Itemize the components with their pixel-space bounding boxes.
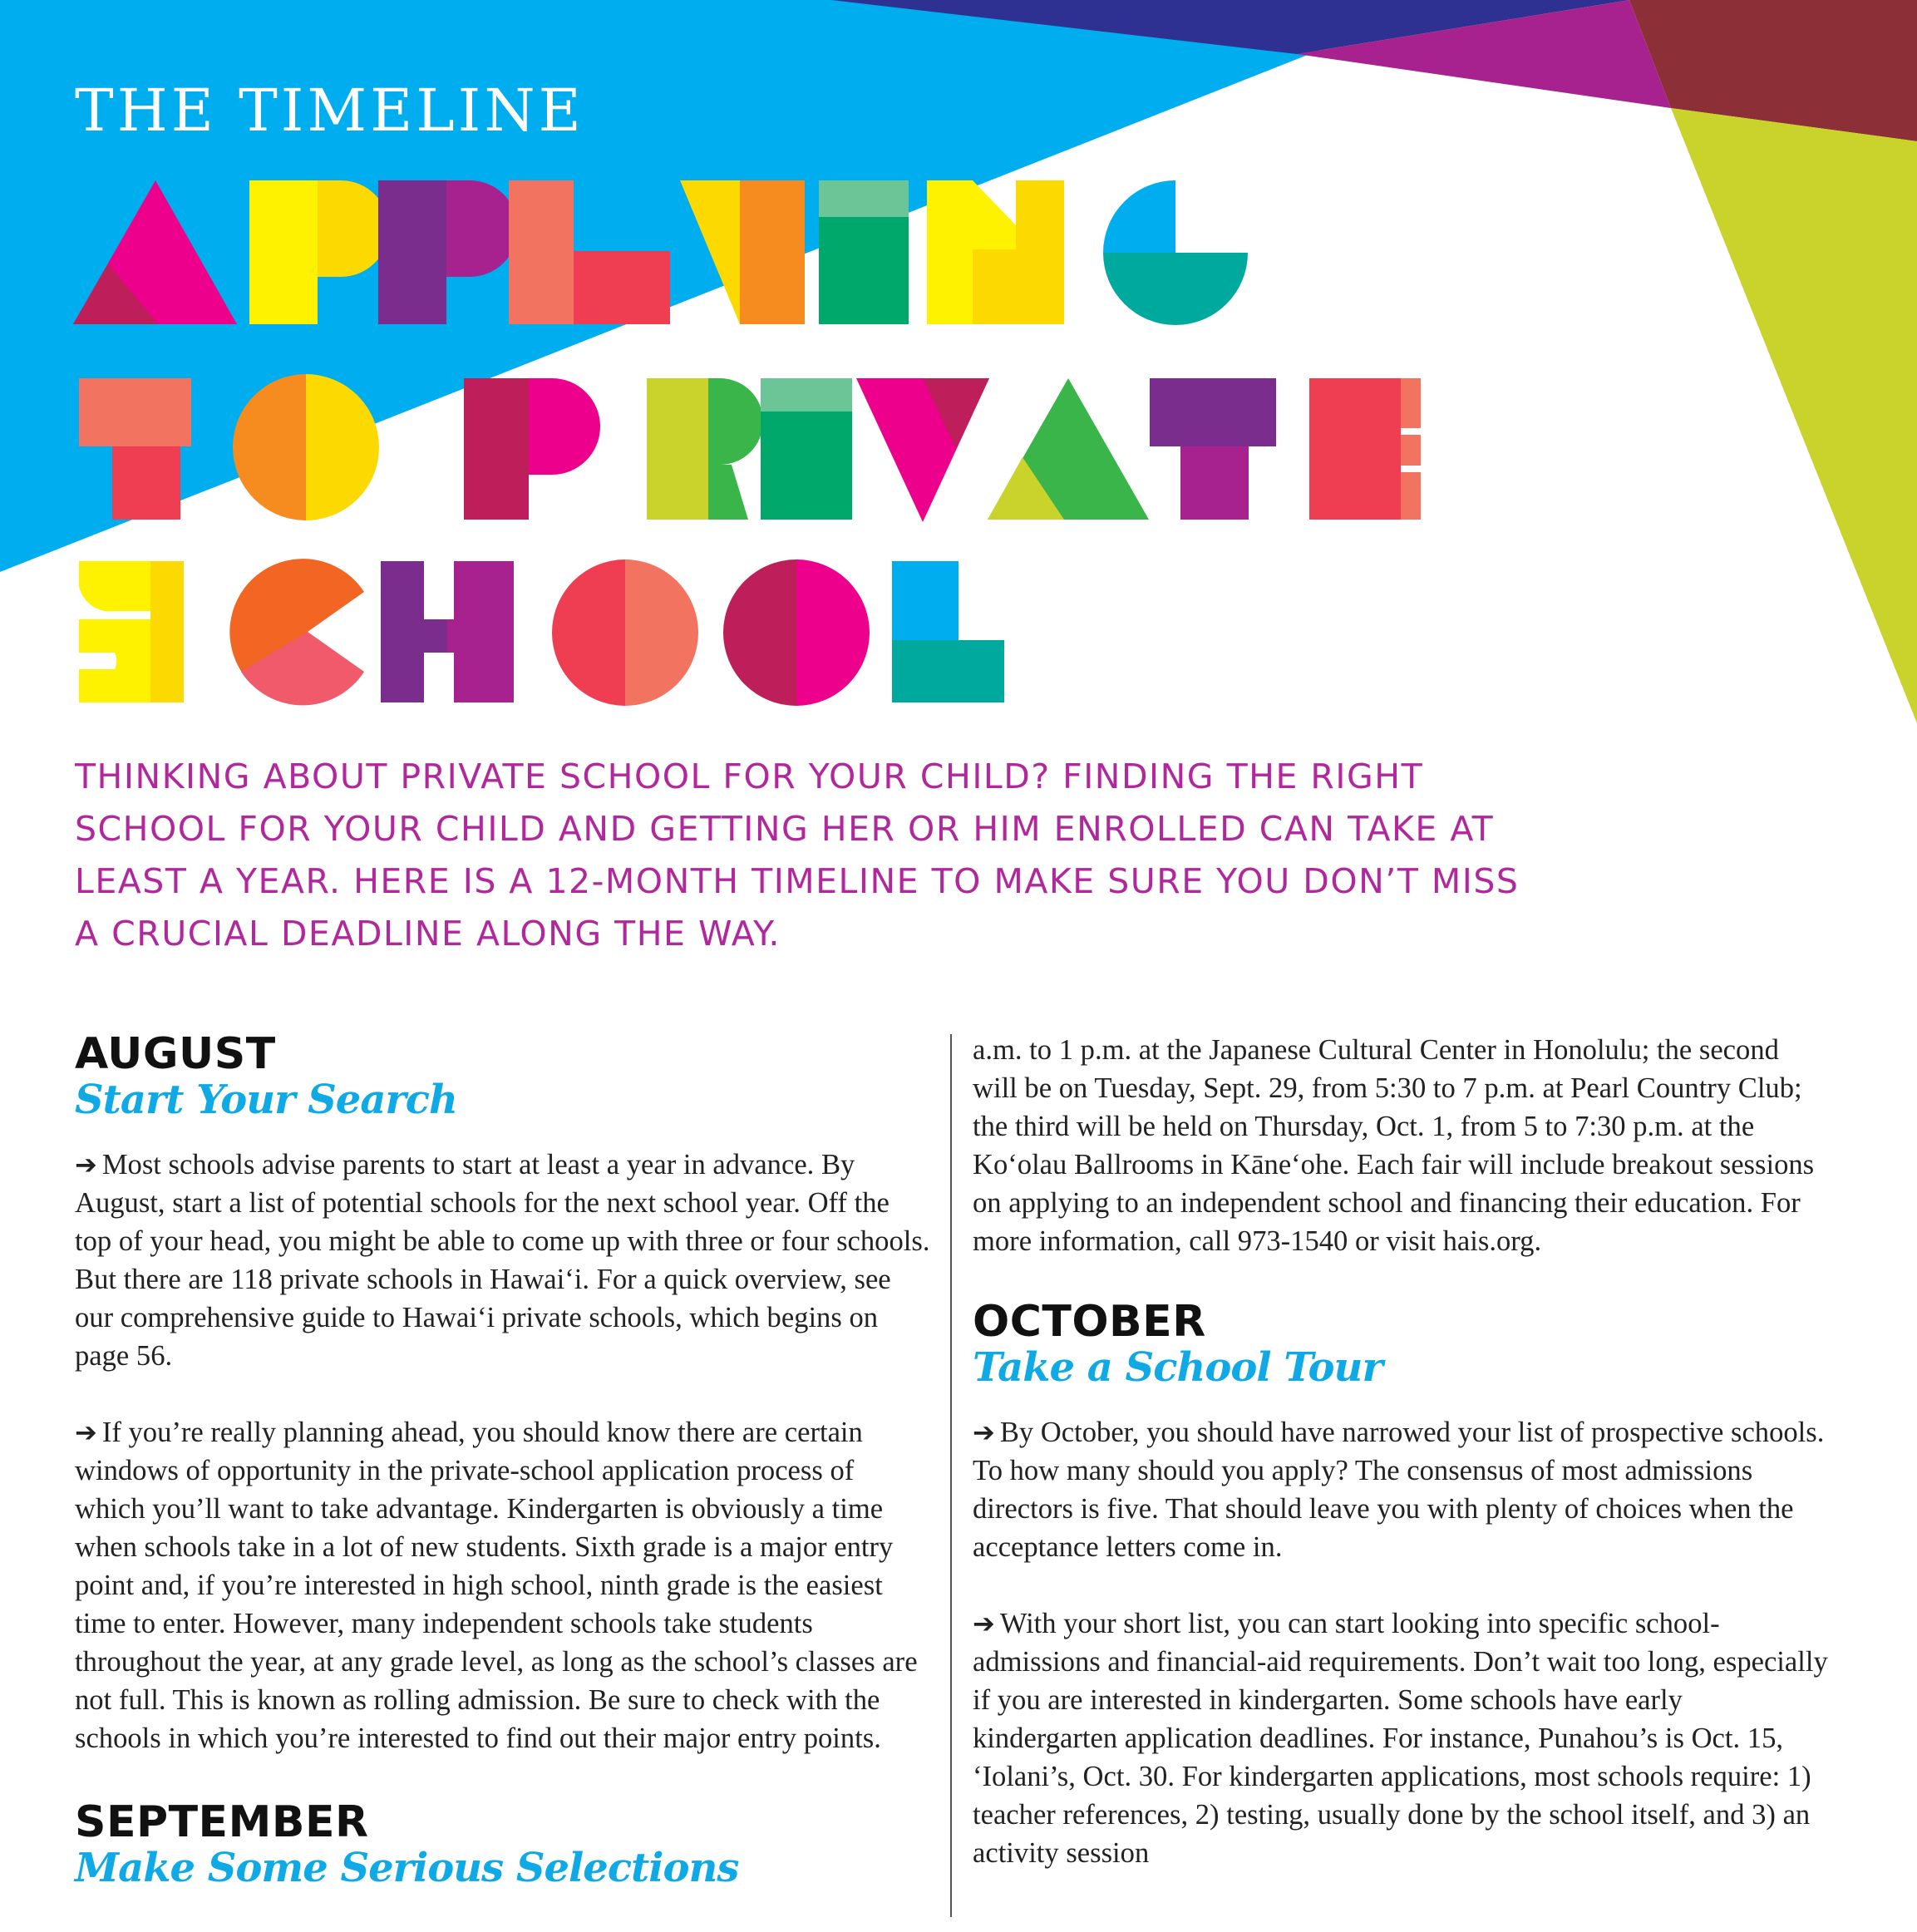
letter-r — [647, 378, 763, 520]
arrow-right-icon: ➔ — [973, 1416, 995, 1448]
right-column — [973, 1031, 1829, 1914]
letter-v — [856, 378, 989, 522]
continued-paragraph: a.m. to 1 p.m. at the Japanese Cultural Center in Honolulu; the second will be on Tuesday, Sept. 29, from 5:30 to 7 p.m. at Pearl Country Club; the third will be held on Thursday, Oct. 1, from 5 to 7:30 p.m. at the Ko‘olau Ballrooms in Kāne‘ohe. Each fair will include breakout sessions on applying to an independent school and financing their education. For more information, call 973-1540 or visit hais.org. — [973, 1034, 1815, 1257]
month-heading: OCTOBER — [973, 1297, 1206, 1347]
paragraph — [75, 1146, 931, 1375]
letter-a — [73, 180, 237, 324]
paragraph — [973, 1413, 1829, 1566]
letter-y — [680, 180, 805, 324]
month-heading: SEPTEMBER — [75, 1796, 369, 1847]
letter-o — [552, 559, 698, 706]
arrow-right-icon: ➔ — [973, 1607, 995, 1639]
left-column — [75, 1031, 931, 1932]
arrow-right-icon: ➔ — [75, 1416, 97, 1448]
paragraph-text: If you’re really planning ahead, you should know there are certain windows of opportunity in the private-school application process of which you’ll want to take advantage. Kindergarten is obviously a time when schools take in a lot of new students. Sixth grade is a major entry point and, if you’re interested in high school, ninth grade is the easiest time to enter. However, many independent schools take students throughout the year, at any grade level, as long as the school’s classes are not full. This is known as rolling admission. Be sure to check with the schools in which you’re interested to find out their major entry points. — [75, 1416, 918, 1754]
letter-p — [378, 180, 518, 324]
section-september — [75, 1796, 931, 1892]
letter-i — [761, 378, 852, 520]
paragraph-text: Most schools advise parents to start at least a year in advance. By August, start a list of potential schools for the next school year. Off the top of your head, you might be able to come up with three or four schools. But there are 118 private schools in Hawai‘i. For a quick overview, see our comprehensive guide to Hawai‘i private schools, which begins on page 56. — [75, 1148, 930, 1372]
month-heading: AUGUST — [75, 1029, 276, 1079]
letter-t — [79, 378, 191, 520]
letter-h — [381, 561, 514, 702]
letter-p — [249, 180, 389, 324]
section-subhead: Start Your Search — [75, 1077, 457, 1124]
letter-c — [229, 559, 364, 705]
letter-g — [1103, 180, 1248, 325]
paragraph — [973, 1604, 1829, 1872]
letter-l — [509, 180, 670, 324]
letter-l — [892, 561, 1004, 702]
letter-i — [819, 180, 909, 324]
title-graphic — [0, 0, 1917, 748]
letter-n — [927, 180, 1064, 324]
section-october — [973, 1299, 1829, 1872]
letter-o — [723, 559, 870, 706]
section-subhead: Take a School Tour — [973, 1344, 1382, 1392]
letter-a — [988, 378, 1149, 520]
arrow-right-icon: ➔ — [75, 1148, 97, 1180]
letter-p — [464, 378, 600, 520]
letter-e — [1309, 378, 1421, 520]
paragraph — [75, 1413, 931, 1757]
section-august — [75, 1031, 931, 1757]
intro-paragraph: THINKING ABOUT PRIVATE SCHOOL FOR YOUR CHILD? FINDING THE RIGHT SCHOOL FOR YOUR CHILD AND GETTING HER OR HIM ENROLLED CAN TAKE AT LEAST A YEAR. HERE IS A 12-MONTH TIMELINE TO MAKE SURE YOU DON’T MISS A CRUCIAL DEADLINE ALONG THE WAY. — [75, 757, 1520, 954]
letter-o — [233, 374, 379, 520]
paragraph-text: With your short list, you can start looking into specific school-admissions and financial-aid requirements. Don’t wait too long, especially if you are interested in kindergarten. Some schools have early kindergarten application deadlines. For instance, Punahou’s is Oct. 15, ‘Iolani’s, Oct. 30. For kindergarten applications, most schools require: 1) teacher references, 2) testing, usually done by the school itself, and 3) an activity session — [973, 1607, 1828, 1869]
column-divider — [950, 1034, 952, 1917]
section-subhead: Make Some Serious Selections — [75, 1845, 739, 1892]
kicker-heading: THE TIMELINE — [75, 76, 584, 145]
paragraph-text: By October, you should have narrowed your list of prospective schools. To how many should you apply? The consensus of most admissions directors is five. That should leave you with plenty of choices when the acceptance letters come in. — [973, 1416, 1825, 1563]
letter-t — [1150, 378, 1276, 520]
letter-s — [79, 561, 184, 702]
